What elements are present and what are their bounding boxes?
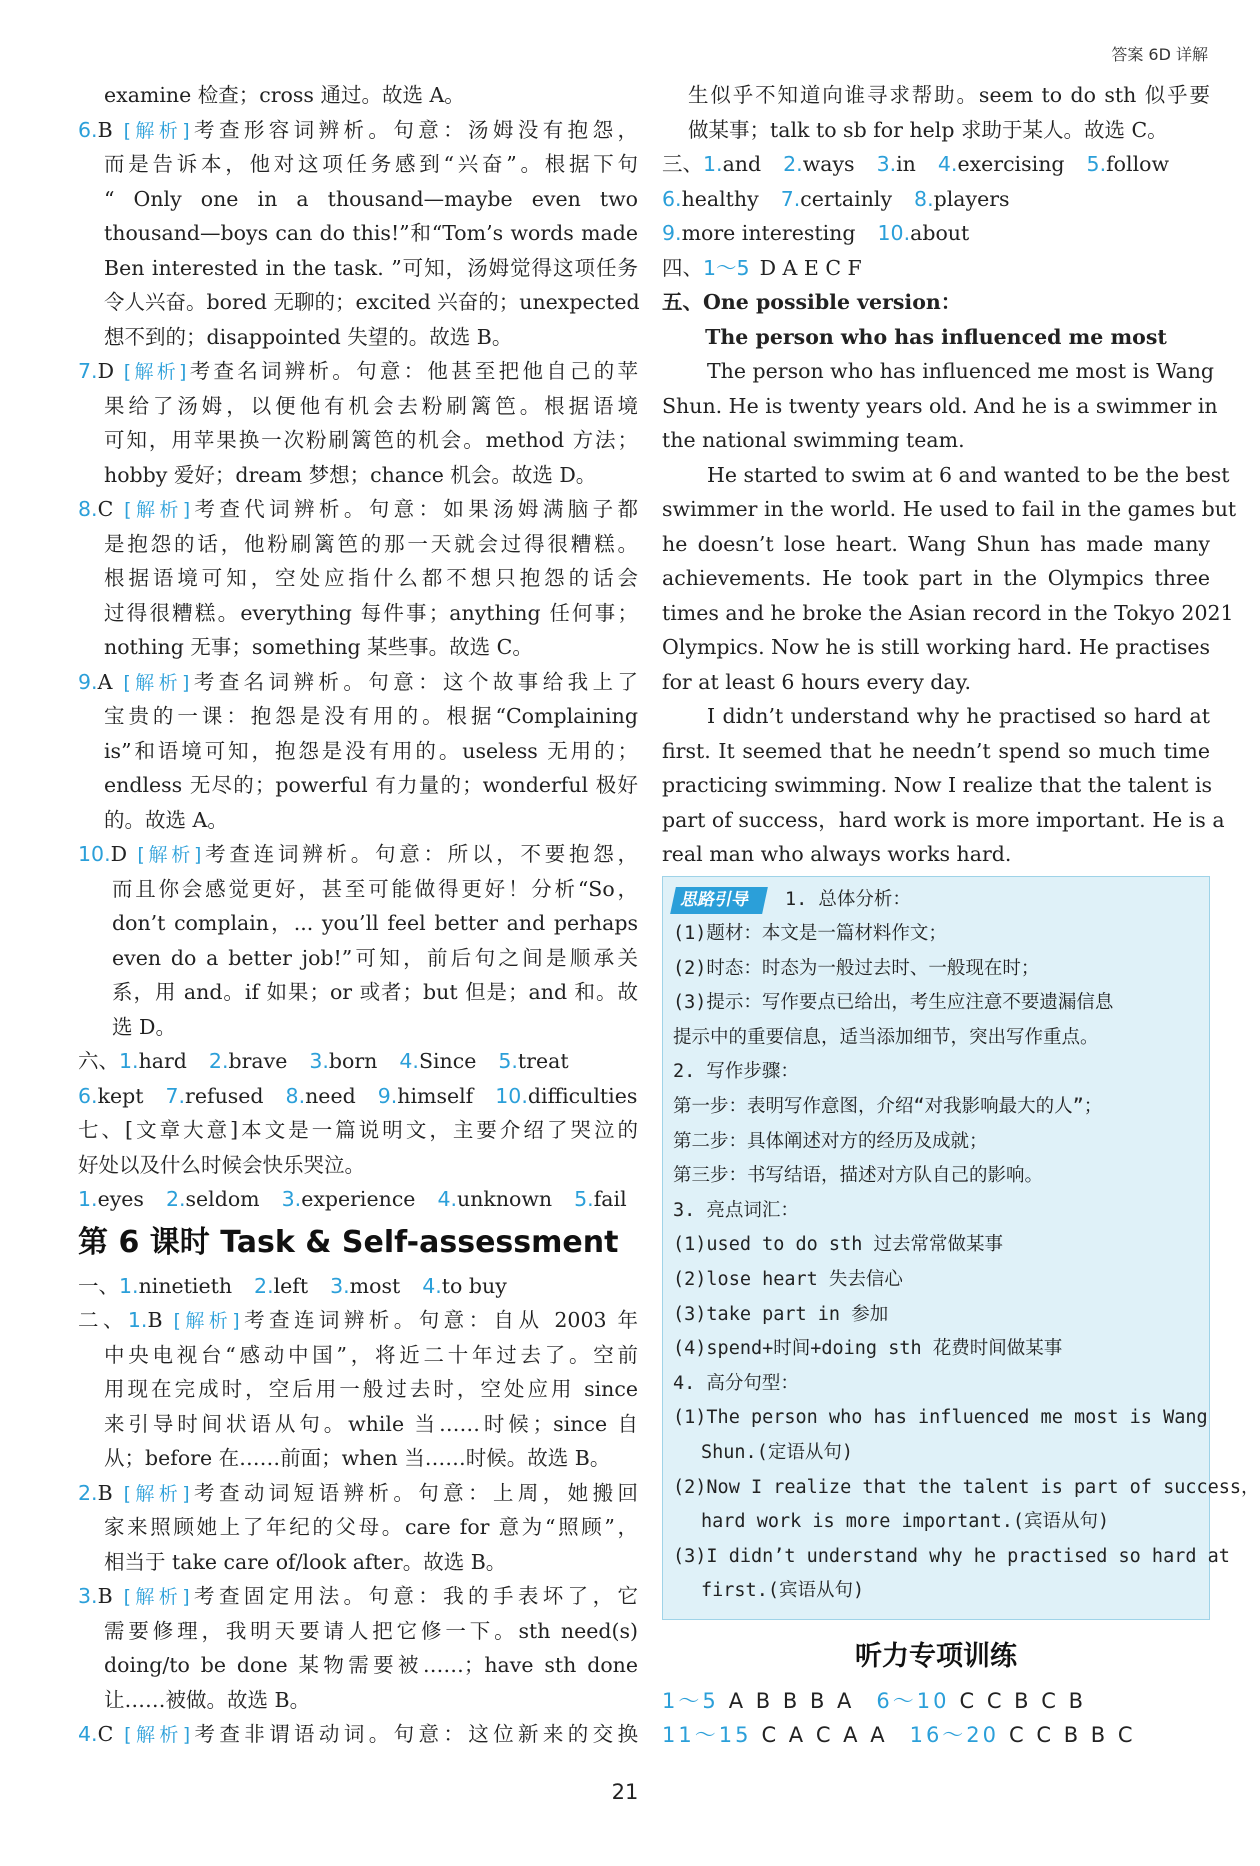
guide-line [673, 1505, 1199, 1540]
summary-tag: [文章大意] [125, 1118, 239, 1142]
line-text: 做某事；talk to sb for help 求助于某人。故选 C。 [688, 117, 1168, 142]
answer-letter: C [97, 1722, 125, 1746]
line-text: 让……被做。故选 B。 [104, 1687, 311, 1712]
item-number: 4. [422, 1273, 442, 1298]
line-text: 考查动词短语辨析。句意：上周，她搬回 [189, 1480, 639, 1505]
line-text: 考查代词辨析。句意：如果汤姆满脑子都 [190, 497, 639, 521]
guide-tag: 思路引导 [670, 887, 768, 914]
item-number: 8. [914, 186, 934, 211]
guide-text: 4. 高分句型： [673, 1372, 799, 1394]
guide-line [673, 1263, 1199, 1298]
guide-line [673, 1159, 1199, 1194]
line-text: 而且你会感觉更好，甚至可能做得更好！分析“So， [112, 876, 638, 901]
question-number: 1. [127, 1308, 148, 1332]
item-answer: in [896, 152, 916, 176]
guide-text: 1. 总体分析： [785, 888, 911, 910]
line-text: 考查名词辨析。句意：他甚至把他自己的苹 [186, 359, 639, 383]
guide-text: (2)lose heart 失去信心 [673, 1269, 903, 1291]
text-line [78, 1407, 638, 1442]
line-text: endless 无尽的；powerful 有力量的；wonderful 极好 [104, 773, 638, 797]
text-line [78, 113, 638, 148]
line-text: 相当于 take care of/look after。故选 B。 [104, 1549, 507, 1574]
line-text: 宝贵的一课：抱怨是没有用的。根据“Complaining [104, 704, 638, 728]
line-text: 需要修理，我明天要请人把它修一下。sth need(s) [104, 1618, 638, 1643]
item-answer: Since [418, 1049, 477, 1073]
text-line [78, 1113, 638, 1148]
essay-line: he doesn’t lose heart. Wang Shun has made many [662, 531, 1210, 556]
analysis-tag: [解析] [137, 844, 202, 866]
text-line [78, 941, 638, 976]
continued-explanation [662, 78, 1210, 147]
guide-text: 第三步：书写结语，描述对方队自己的影响。 [673, 1165, 1044, 1187]
guide-text: (3)提示：写作要点已给出，考生应注意不要遗漏信息 [673, 992, 1114, 1014]
answer-letter: B [147, 1308, 174, 1332]
text-line [78, 665, 638, 700]
guide-line [673, 1332, 1199, 1367]
essay-line: part of success，hard work is more important. He is a [662, 807, 1225, 832]
line-text: nothing 无事；something 某些事。故选 C。 [104, 635, 533, 659]
line-text: even do a better job!”可知，前后句之间是顺承关 [112, 945, 638, 970]
line-text: “ Only one in a thousand—maybe even two [104, 186, 638, 211]
guide-line [673, 1194, 1199, 1229]
item-answer: and [722, 152, 762, 176]
item-number: 4. [937, 152, 958, 176]
section-label: 三、 [662, 152, 703, 176]
answers: A B B B A [728, 1688, 855, 1713]
text-line [78, 216, 638, 251]
section-four [662, 251, 1210, 286]
item-number: 5. [1086, 152, 1107, 176]
answer-row [662, 216, 1210, 251]
item-answer: seldom [185, 1187, 260, 1211]
essay-line: I didn’t understand why he practised so hard at [707, 704, 1210, 728]
line-text: 选 D。 [112, 1014, 176, 1039]
item-answer: exercising [957, 152, 1065, 176]
item-answer: to buy [441, 1273, 507, 1298]
text-line [78, 837, 638, 872]
item-answer: treat [517, 1049, 569, 1073]
question-number: 3. [78, 1584, 98, 1608]
section-label: 一、 [78, 1273, 119, 1298]
line-text: 过得很糟糕。everything 每件事；anything 任何事； [104, 600, 638, 625]
answer-letter: B [97, 117, 124, 142]
item-number: 5. [574, 1187, 594, 1211]
guide-text: (3)take part in 参加 [673, 1303, 889, 1325]
guide-text: (1)题材：本文是一篇材料作文； [673, 923, 947, 945]
line-text: 中央电视台“感动中国”，将近二十年过去了。空前 [104, 1342, 638, 1367]
line-text: 考查连词辨析。句意：所以，不要抱怨， [201, 842, 639, 866]
item-answer: need [305, 1083, 356, 1108]
text-line [78, 596, 638, 631]
listening-row [662, 1718, 1210, 1753]
item-answer: left [273, 1273, 309, 1298]
item-number: 1. [119, 1273, 139, 1298]
item-answer: difficulties [527, 1083, 638, 1108]
text-line [78, 1372, 638, 1407]
text-line [78, 423, 638, 458]
answer-row [78, 1269, 638, 1304]
guide-line [673, 1228, 1199, 1263]
answer-letter: A [97, 669, 124, 694]
essay-line: Olympics. Now he is still working hard. He practises [662, 635, 1210, 659]
essay-line: swimmer in the world. He used to fail in the games but [662, 497, 1237, 521]
guide-line [673, 1021, 1199, 1056]
text-line [78, 1579, 638, 1614]
item-number: 2. [208, 1049, 229, 1073]
lesson-title: 第 6 课时 Task & Self-assessment [78, 1224, 619, 1260]
item-number: 10. [495, 1083, 528, 1108]
guide-line [673, 952, 1199, 987]
guide-line [673, 1055, 1199, 1090]
item-number: 8. [285, 1083, 306, 1108]
analysis-tag: [解析] [123, 671, 190, 694]
section-seven [78, 1113, 638, 1217]
answer-range: 16～20 [909, 1723, 1000, 1748]
line-text: thousand—boys can do this!”和“Tom’s words made [104, 221, 638, 245]
listening-title: 听力专项训练 [855, 1640, 1017, 1672]
guide-text: 第一步：表明写作意图，介绍“对我影响最大的人”； [673, 1096, 1103, 1118]
item-answer: players [933, 186, 1010, 211]
item-number: 4. [437, 1187, 458, 1211]
page-header: 答案 6D 详解 [1111, 45, 1208, 64]
text-line [78, 492, 638, 527]
text-line [78, 906, 638, 941]
item-answer: experience [301, 1187, 416, 1211]
item-answer: born [328, 1049, 378, 1073]
item-number: 7. [165, 1083, 186, 1108]
line-text: 而是告诉本，他对这项任务感到“兴奋”。根据下句 [104, 152, 638, 176]
guide-text: (2)Now I realize that the talent is part of success， [673, 1476, 1260, 1498]
section-label: 四、 [662, 255, 703, 280]
question-number: 8. [78, 497, 98, 521]
item-number: 3. [309, 1049, 329, 1073]
line-text: 想不到的；disappointed 失望的。故选 B。 [104, 324, 513, 349]
line-text: 考查连词辨析。句意：自从 2003 年 [239, 1308, 638, 1332]
line-text: Ben interested in the task. ”可知，汤姆觉得这项任务 [104, 255, 638, 280]
text-line [78, 1303, 638, 1338]
text-line [78, 1010, 638, 1045]
guide-line [673, 1436, 1199, 1471]
essay-line: times and he broke the Asian record in the Tokyo 2021 [662, 600, 1234, 625]
answer-explanations [78, 78, 638, 1044]
analysis-tag: [解析] [124, 1724, 191, 1746]
item-answer: follow [1106, 152, 1170, 176]
item-answer: ninetieth [138, 1273, 233, 1298]
analysis-tag: [解析] [123, 119, 190, 142]
guide-line [673, 986, 1199, 1021]
guide-line [673, 1125, 1199, 1160]
essay-line: practicing swimming. Now I realize that the talent is [662, 773, 1213, 797]
line-text: 是抱怨的话，他粉刷篱笆的那一天就会过得很糟糕。 [104, 531, 638, 556]
answer-range: 6～10 [876, 1688, 950, 1713]
guide-text: 2. 写作步骤： [673, 1061, 799, 1083]
section-label: 七、 [78, 1118, 126, 1142]
guide-line [673, 883, 1199, 918]
line-text: 考查非谓语动词。句意：这位新来的交换 [190, 1722, 639, 1746]
text-line [78, 147, 638, 182]
item-number: 2. [165, 1187, 186, 1211]
answer-row [78, 1079, 638, 1114]
text-line: 好处以及什么时候会快乐哭泣。 [78, 1152, 365, 1177]
item-answer: about [910, 221, 970, 245]
section-six [78, 1044, 638, 1113]
section-five-label: 五、One possible version： [662, 290, 962, 314]
listening-row [662, 1684, 1210, 1719]
answers: D A E C F [759, 255, 862, 280]
text-line [78, 354, 638, 389]
guide-line [673, 1298, 1199, 1333]
line-text: 本文是一篇说明文，主要介绍了哭泣的 [238, 1118, 639, 1142]
essay-line: the national swimming team. [662, 428, 965, 452]
item-number: 2. [783, 152, 803, 176]
line-text: 家来照顾她上了年纪的父母。care for 意为“照顾”， [104, 1515, 638, 1539]
item-answer: certainly [800, 186, 893, 211]
line-text: 从；before 在……前面；when 当……时候。故选 B。 [104, 1446, 611, 1470]
guide-text: first.(宾语从句) [701, 1580, 865, 1602]
text-line [78, 1545, 638, 1580]
line-text: 果给了汤姆，以便他有机会去粉刷篱笆。根据语境 [104, 393, 638, 418]
text-line [78, 1648, 638, 1683]
text-line [78, 1441, 638, 1476]
essay-line: real man who always works hard. [662, 842, 1012, 866]
item-number: 6. [78, 1083, 98, 1108]
guide-text: (1)The person who has influenced me most is Wang [673, 1407, 1208, 1429]
item-answer: refused [185, 1083, 264, 1108]
guide-line [673, 1574, 1199, 1609]
guide-text: hard work is more important.(宾语从句) [701, 1511, 1110, 1533]
guide-line [673, 917, 1199, 952]
item-number: 7. [780, 186, 801, 211]
section-label: 六、 [78, 1049, 119, 1073]
right-column [662, 78, 1260, 1753]
text-line [78, 975, 638, 1010]
text-line [78, 561, 638, 596]
question-number: 9. [78, 669, 98, 694]
item-answer: most [349, 1273, 401, 1298]
text-line [78, 458, 638, 493]
answer-row [78, 1182, 638, 1217]
question-number: 10. [78, 842, 111, 866]
item-number: 3. [876, 152, 897, 176]
text-line [78, 389, 638, 424]
writing-guide [673, 883, 1260, 1609]
item-answer: fail [593, 1187, 627, 1211]
answer-row [78, 1044, 638, 1079]
answers: C C B C B [959, 1688, 1086, 1713]
listening-answers [662, 1684, 1210, 1753]
item-answer: hard [138, 1049, 187, 1073]
text-line [78, 872, 638, 907]
lesson-explanations [78, 1303, 638, 1752]
text-line [78, 734, 638, 769]
item-number: 2. [254, 1273, 274, 1298]
line-text: 考查名词辨析。句意：这个故事给我上了 [189, 669, 638, 694]
essay-line: He started to swim at 6 and wanted to be the best [707, 462, 1230, 487]
item-number: 9. [377, 1083, 398, 1108]
item-answer: himself [397, 1083, 474, 1108]
guide-text: (3)I didn’t understand why he practised so hard at [673, 1545, 1230, 1567]
answer-letter: B [97, 1584, 124, 1608]
line-text: 令人兴奋。bored 无聊的；excited 兴奋的；unexpected [104, 290, 640, 314]
item-number: 9. [662, 221, 682, 245]
text-line [78, 699, 638, 734]
line-text: 的。故选 A。 [104, 807, 228, 832]
writing-guide-box [662, 876, 1260, 1620]
item-answer: ways [802, 152, 855, 176]
analysis-tag: [解析] [123, 1482, 190, 1505]
answers: C A C A A [761, 1723, 888, 1748]
item-answer: healthy [681, 186, 759, 211]
text-line [78, 803, 638, 838]
page-number: 21 [611, 1780, 639, 1804]
essay-line: achievements. He took part in the Olympics three [662, 566, 1210, 590]
text-line [78, 1476, 638, 1511]
analysis-tag: [解析] [123, 361, 187, 383]
text-line [78, 630, 638, 665]
guide-line [673, 1540, 1230, 1575]
line-text: 生似乎不知道向谁寻求帮助。seem to do sth 似乎要 [688, 83, 1210, 107]
guide-text: 第二步：具体阐述对方的经历及成就； [673, 1130, 988, 1152]
item-number: 1. [119, 1049, 139, 1073]
analysis-tag: [解析] [123, 1586, 190, 1608]
item-number: 6. [662, 186, 682, 211]
item-answer: more interesting [681, 221, 856, 245]
text-line [78, 182, 638, 217]
item-number: 5. [498, 1049, 518, 1073]
section-three [662, 147, 1210, 251]
line-text: don’t complain，... you’ll feel better and perhaps [112, 911, 638, 935]
item-number: 10. [877, 221, 911, 245]
answer-row [662, 147, 1210, 182]
text-line [78, 1614, 638, 1649]
text-line [78, 768, 638, 803]
section-label: 二、 [78, 1308, 128, 1332]
guide-text: Shun.(定语从句) [701, 1442, 853, 1463]
text-line [78, 285, 638, 320]
answer-range: 11～15 [662, 1723, 752, 1748]
analysis-tag: [解析] [124, 499, 191, 521]
text-line [78, 527, 638, 562]
essay-line: The person who has influenced me most is Wang [707, 359, 1215, 383]
answer-letter: C [97, 497, 125, 521]
line-text: 来引导时间状语从句。while 当……时候；since 自 [104, 1411, 638, 1436]
answer-range: 1～5 [703, 255, 750, 280]
item-number: 4. [399, 1049, 419, 1073]
item-number: 3. [330, 1273, 350, 1298]
essay-title: The person who has influenced me most [705, 324, 1167, 349]
analysis-tag: [解析] [173, 1310, 240, 1332]
text-line [662, 113, 1210, 148]
line-text: 考查固定用法。句意：我的手表坏了，它 [189, 1584, 639, 1608]
guide-text: (2)时态：时态为一般过去时、一般现在时； [673, 957, 1040, 979]
text-line [78, 1683, 638, 1718]
item-number: 1. [703, 152, 723, 176]
answer-row [662, 182, 1210, 217]
item-answer: kept [97, 1083, 144, 1108]
lesson-section-one [78, 1269, 638, 1304]
question-number: 4. [78, 1722, 98, 1746]
text-line [78, 1510, 638, 1545]
line-text: 考查形容词辨析。句意：汤姆没有抱怨， [189, 117, 639, 142]
item-number: 3. [281, 1187, 302, 1211]
question-number: 7. [78, 359, 98, 383]
guide-line [673, 1090, 1199, 1125]
essay-body [662, 354, 1237, 872]
guide-line [673, 1401, 1208, 1436]
answer-letter: D [97, 359, 124, 383]
line-text: doing/to be done 某物需要被……；have sth done [104, 1653, 638, 1677]
text-line [78, 251, 638, 286]
item-answer: brave [228, 1049, 288, 1073]
left-column [78, 78, 638, 1752]
line-text: 可知，用苹果换一次粉刷篱笆的机会。method 方法； [104, 428, 638, 452]
essay-line: for at least 6 hours every day. [662, 669, 972, 694]
answers: C C B B C [1009, 1723, 1136, 1748]
guide-line [673, 1367, 1199, 1402]
line-text: hobby 爱好；dream 梦想；chance 机会。故选 D。 [104, 462, 597, 487]
guide-text: (1)used to do sth 过去常常做某事 [673, 1234, 1003, 1256]
line-text: examine 检查；cross 通过。故选 A。 [104, 83, 465, 107]
item-answer: eyes [97, 1187, 144, 1211]
question-number: 2. [78, 1480, 98, 1505]
guide-text: 提示中的重要信息，适当添加细节，突出写作重点。 [673, 1026, 1099, 1048]
guide-line [673, 1471, 1260, 1506]
essay-line: first. It seemed that he needn’t spend so much time [662, 738, 1210, 763]
text-line [78, 1338, 638, 1373]
guide-text: 3. 亮点词汇： [673, 1199, 799, 1221]
text-line [78, 1717, 638, 1752]
line-text: 根据语境可知，空处应指什么都不想只抱怨的话会 [104, 566, 638, 590]
question-number: 6. [78, 117, 98, 142]
guide-text: (4)spend+时间+doing sth 花费时间做某事 [673, 1338, 1063, 1360]
answer-range: 1～5 [662, 1688, 719, 1713]
text-line [78, 78, 638, 113]
item-number: 1. [78, 1187, 98, 1211]
line-text: 系，用 and。if 如果；or 或者；but 但是；and 和。故 [112, 980, 638, 1004]
answer-letter: D [110, 842, 138, 866]
essay-line: Shun. He is twenty years old. And he is a swimmer in [662, 393, 1218, 418]
line-text: is”和语境可知，抱怨是没有用的。useless 无用的； [104, 738, 638, 763]
answer-letter: B [97, 1480, 124, 1505]
text-line [78, 320, 638, 355]
line-text: 用现在完成时，空后用一般过去时，空处应用 since [104, 1377, 638, 1401]
text-line [662, 78, 1210, 113]
item-answer: unknown [457, 1187, 553, 1211]
